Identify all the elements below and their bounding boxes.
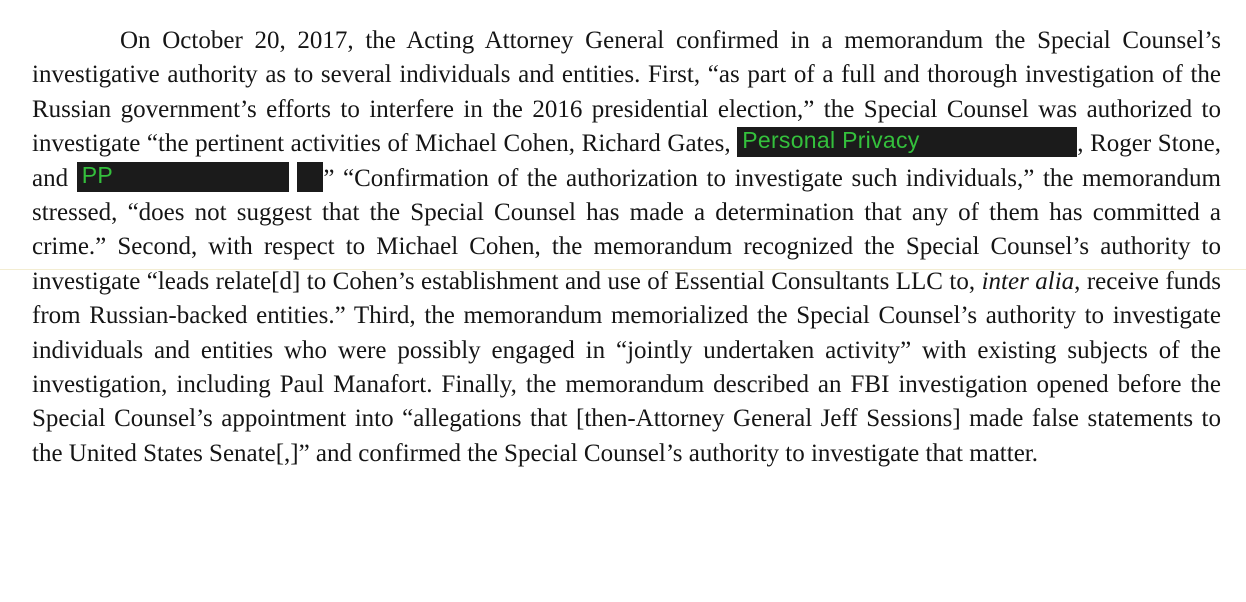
redaction-label-pp: PP [81,161,114,188]
body-paragraph [32,24,1221,471]
redaction-box-continued [297,162,323,192]
document-page [32,24,1221,471]
text-segment-2: , Roger Stone, and [32,130,1222,192]
text-segment-3: ” “Confirmation of the authorization to investigate such individuals,” the memorandum stressed, “does not suggest that the Special Counsel has made a determination that any of them has committed a crime.” Second, with respect to Michael Cohen, the memorandum recognized the Special Counsel’s authority to investigate “leads relate[d] to Cohen’s establishment and use of Essential Consultants LLC to, [32,164,1221,295]
text-segment-4: , receive funds from Russian-backed entities.” Third, the memorandum memorialized the Special Counsel’s authority to investigate individuals and entities who were possibly engaged in “jointly undertaken activity” with existing subjects of the investigation, including Paul Manafort. Finally, the memorandum described an FBI investigation opened before the Special Counsel’s appointment into “allegations that [then-Attorney General Jeff Sessions] made false statements to the United States Senate[,]” and confirmed the Special Counsel’s authority to investigate that matter. [32,267,1222,467]
redaction-box-pp [77,162,289,192]
text-segment-1: On October 20, 2017, the Acting Attorney General confirmed in a memorandum the Special Counsel’s investigative authority as to several individuals and entities. First, “as part of a full and thorough investigation of the Russian government’s efforts to interfere in the 2016 presidential election,” the Special Counsel was authorized to investigate “the pertinent activities of Michael Cohen, Richard Gates, [32,27,1221,158]
redaction-label: Personal Privacy [742,127,920,154]
italic-latin-term: inter alia [981,267,1075,295]
redaction-box-personal-privacy [737,127,1077,157]
